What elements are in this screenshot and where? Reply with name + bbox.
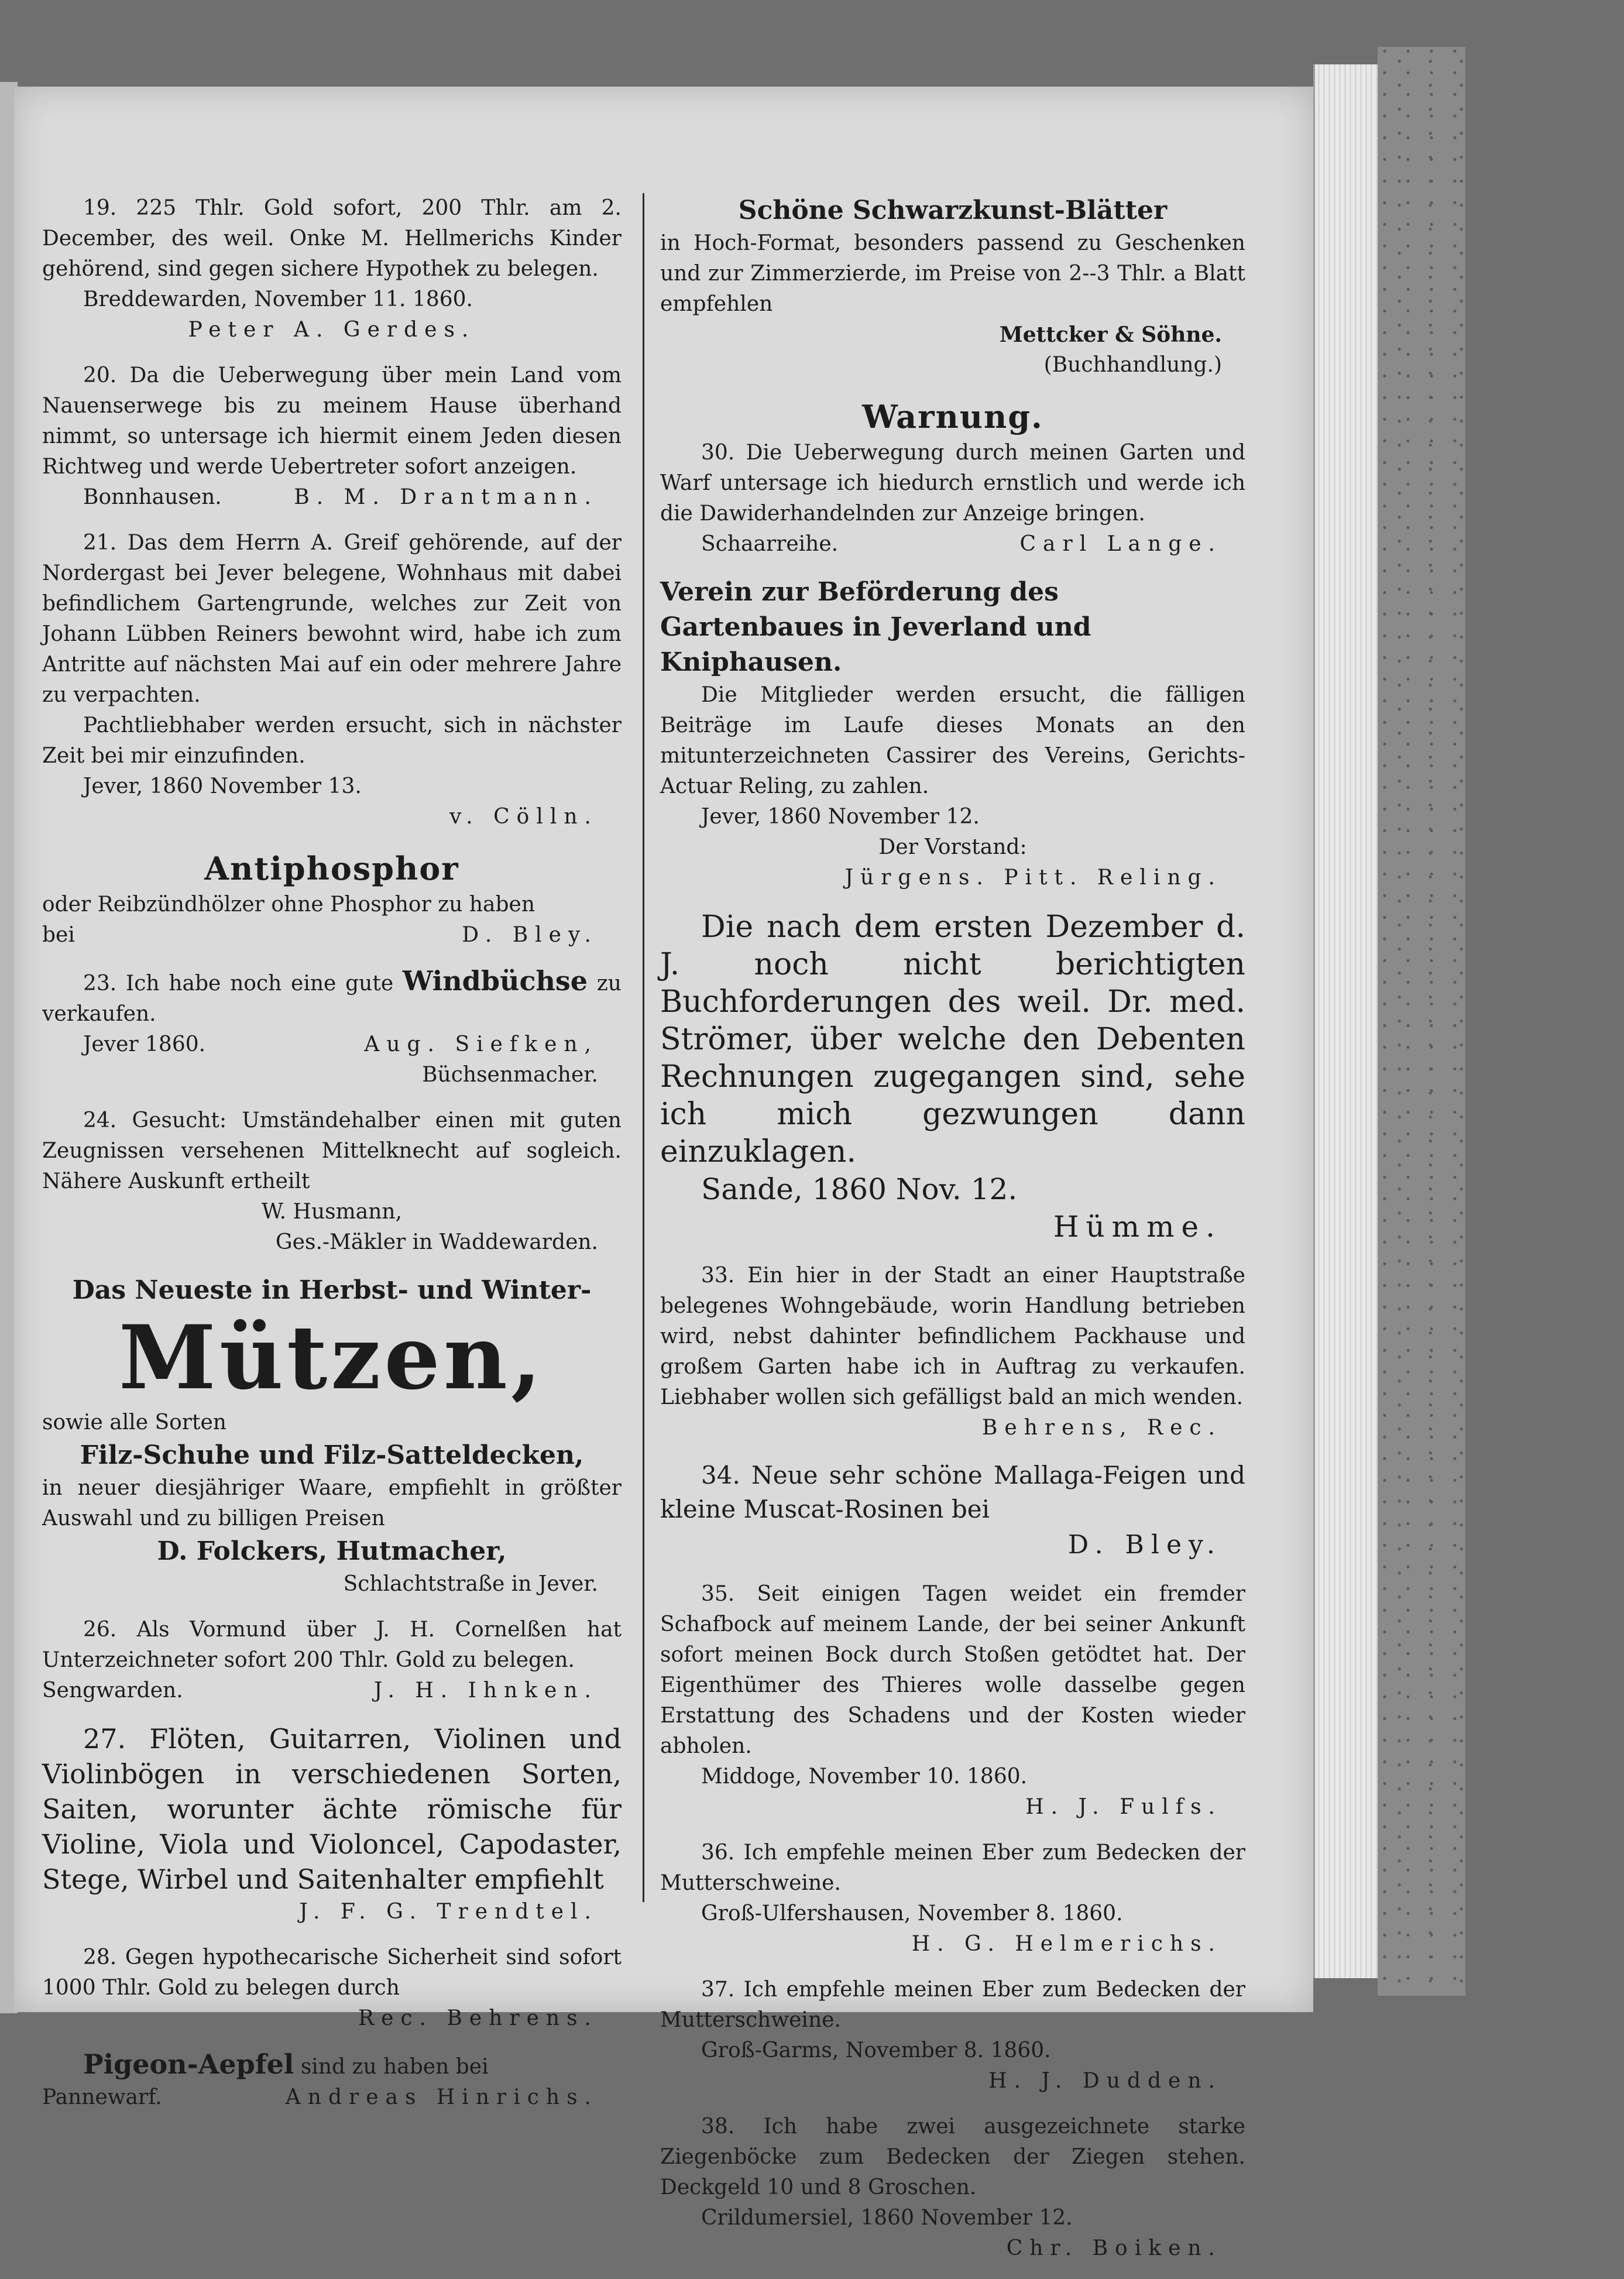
ad-signature-note: (Buchhandlung.) bbox=[1043, 353, 1222, 377]
ad-heading: Antiphosphor bbox=[204, 850, 459, 887]
notice-24 bbox=[42, 1106, 622, 1258]
notice-place: Crildumersiel, 1860 November 12. bbox=[701, 2206, 1073, 2230]
notice-stroemer bbox=[660, 908, 1245, 1245]
notice-23 bbox=[42, 966, 622, 1090]
notice-text: 38. Ich habe zwei ausgezeichnete starke Ziegenböcke zum Bedecken der Ziegen stehen. Deckgeld 10 und 8 Groschen. bbox=[660, 2115, 1245, 2199]
ad-text: oder Reibzündhölzer ohne Phosphor zu haben bbox=[42, 893, 535, 917]
notice-signature: W. Husmann, bbox=[261, 1200, 403, 1224]
ad-signature: D. Bley. bbox=[462, 923, 598, 947]
ad-heading: Schöne Schwarzkunst-Blätter bbox=[738, 195, 1168, 225]
notice-text: 35. Seit einigen Tagen weidet ein fremder Schafbock auf meinem Lande, der bei seiner Ankunft sofort meinen Bock durch Stoßen getödtet hat. Der Eigenthümer des Thieres wolle dasselbe gegen Erstattung des Schadens und der Kosten wieder abholen. bbox=[660, 1582, 1245, 1758]
notice-text: 21. Das dem Herrn A. Greif gehörende, auf der Nordergast bei Jever belegene, Wohnhaus mit dabei befindlichem Gartengrunde, welches zur Zeit von Johann Lübben Reiners bewohnt wird, habe ich zum Antritte auf nächsten Mai auf ein oder mehrere Jahre zu verpachten. bbox=[42, 531, 622, 707]
notice-place: Jever, 1860 November 12. bbox=[701, 805, 980, 829]
notice-21 bbox=[42, 528, 622, 832]
ad-signature: Andreas Hinrichs. bbox=[285, 2085, 598, 2109]
notice-text: Die Mitglieder werden ersucht, die fälligen Beiträge im Laufe dieses Monats an den mitunterzeichneten Cassirer des Vereins, Gerichts-Actuar Reling, zu zahlen. bbox=[660, 683, 1245, 798]
notice-26 bbox=[42, 1615, 622, 1706]
notice-text: 34. Neue sehr schöne Mallaga-Feigen und kleine Muscat-Rosinen bei bbox=[660, 1461, 1245, 1523]
notice-text: 19. 225 Thlr. Gold sofort, 200 Thlr. am 2. December, des weil. Onke M. Hellmerichs Kinder gehörend, sind gegen sichere Hypothek zu belegen. bbox=[42, 196, 622, 281]
ad-heading: Das Neueste in Herbst- und Winter- bbox=[72, 1275, 592, 1305]
notice-signature: J. H. Ihnken. bbox=[373, 1679, 598, 1703]
ad-heading-2: Filz-Schuhe und Filz-Satteldecken, bbox=[80, 1440, 584, 1470]
notice-signature: H. G. Helmerichs. bbox=[911, 1932, 1222, 1956]
ad-text-2: in neuer diesjähriger Waare, empfiehlt in größter Auswahl und zu billigen Preisen bbox=[42, 1476, 622, 1530]
notice-text: 33. Ein hier in der Stadt an einer Hauptstraße belegenes Wohngebäude, worin Handlung betrieben wird, nebst dahinter befindlichem Packhause und großem Garten habe ich in Auftrag zu verkaufen. Liebhaber wollen sich gefälligst bald an mich wenden. bbox=[660, 1264, 1245, 1409]
notice-place: Schaarreihe. bbox=[701, 532, 839, 556]
ad-place: Pannewarf. bbox=[42, 2085, 162, 2109]
notice-heading: Verein zur Beförderung des Gartenbaues in Jeverland und Kniphausen. bbox=[660, 577, 1091, 677]
notice-place: Breddewarden, November 11. 1860. bbox=[83, 287, 473, 311]
book-cover-edge bbox=[1378, 47, 1465, 1996]
notice-34 bbox=[660, 1458, 1245, 1564]
notice-text: 24. Gesucht: Umständehalber einen mit guten Zeugnissen versehenen Mittelknecht auf sogleich. Nähere Auskunft ertheilt bbox=[42, 1108, 622, 1193]
notice-20 bbox=[42, 361, 622, 513]
ad-text: in Hoch-Format, besonders passend zu Geschenken und zur Zimmerzierde, im Preise von 2--3 Thlr. a Blatt empfehlen bbox=[660, 231, 1245, 316]
notice-text: 37. Ich empfehle meinen Eber zum Bedecken der Mutterschweine. bbox=[660, 1978, 1245, 2032]
notice-36 bbox=[660, 1838, 1245, 1959]
column-divider bbox=[643, 193, 644, 1902]
notice-text-2: zu verkaufen. bbox=[42, 972, 622, 1026]
notice-place: Jever, 1860 November 13. bbox=[83, 774, 362, 798]
notice-warnung bbox=[660, 396, 1245, 560]
notice-text: 23. Ich habe noch eine gute bbox=[83, 972, 394, 996]
notice-signature: Der Vorstand: bbox=[878, 835, 1027, 859]
notice-38 bbox=[660, 2112, 1245, 2264]
notice-19 bbox=[42, 193, 622, 345]
notice-text: Die nach dem ersten Dezember d. J. noch nicht berichtigten Buchforderungen des weil. Dr. med. Strömer, über welche den Debenten Rechnungen zugegangen sind, sehe ich mich gezwungen dann einzuklagen. bbox=[660, 909, 1245, 1169]
notice-33 bbox=[660, 1261, 1245, 1443]
notice-place: Middoge, November 10. 1860. bbox=[701, 1765, 1028, 1789]
notice-place: Sande, 1860 Nov. 12. bbox=[701, 1172, 1018, 1206]
ad-signature: D. Folckers, Hutmacher, bbox=[157, 1536, 507, 1566]
notice-signature: Behrens, Rec. bbox=[981, 1416, 1222, 1440]
notice-text: 30. Die Ueberwegung durch meinen Garten und Warf untersage ich hiedurch ernstlich und werde ich die Dawiderhandelnden zur Anzeige bringen. bbox=[660, 441, 1245, 526]
notice-35 bbox=[660, 1579, 1245, 1822]
notice-signature: B. M. Drantmann. bbox=[294, 485, 598, 509]
notice-heading: Warnung. bbox=[862, 398, 1043, 435]
notice-signature: H. J. Dudden. bbox=[988, 2069, 1222, 2093]
notice-text: 26. Als Vormund über J. H. Cornelßen hat Unterzeichneter sofort 200 Thlr. Gold zu belegen. bbox=[42, 1618, 622, 1672]
notice-signature-names: Jürgens. Pitt. Reling. bbox=[844, 866, 1222, 890]
notice-highlight: Windbüchse bbox=[402, 965, 588, 997]
notice-place: Groß-Ulfershausen, November 8. 1860. bbox=[701, 1902, 1123, 1926]
ad-heading: Pigeon-Aepfel bbox=[83, 2048, 294, 2080]
notice-verein bbox=[660, 575, 1245, 893]
notice-place: Sengwarden. bbox=[42, 1679, 183, 1703]
ad-antiphosphor bbox=[42, 847, 622, 950]
notice-signature-title: Ges.-Mäkler in Waddewarden. bbox=[275, 1230, 598, 1254]
notice-28 bbox=[42, 1942, 622, 2034]
notice-signature: Rec. Behrens. bbox=[358, 2006, 598, 2030]
ad-heading-huge: Mützen, bbox=[118, 1306, 545, 1409]
notice-signature-title: Büchsenmacher. bbox=[422, 1063, 598, 1087]
notice-text-2: Pachtliebhaber werden ersucht, sich in nächster Zeit bei mir einzufinden. bbox=[42, 713, 622, 768]
ad-text: sind zu haben bei bbox=[300, 2055, 489, 2079]
notice-signature: v. Cölln. bbox=[449, 805, 598, 829]
notice-place: Jever 1860. bbox=[83, 1032, 206, 1056]
notice-signature: Carl Lange. bbox=[1019, 532, 1222, 556]
notice-place: Groß-Garms, November 8. 1860. bbox=[701, 2038, 1051, 2062]
ad-signature: Mettcker & Söhne. bbox=[999, 322, 1222, 347]
notice-signature: Chr. Boiken. bbox=[1006, 2236, 1222, 2260]
left-column bbox=[42, 193, 622, 2128]
ad-text-2: bei bbox=[42, 923, 75, 947]
ad-schwarzkunst bbox=[660, 193, 1245, 380]
notice-37 bbox=[660, 1975, 1245, 2096]
page-edges bbox=[1313, 64, 1379, 1978]
notice-signature: D. Bley. bbox=[1067, 1530, 1222, 1560]
notice-place: Bonnhausen. bbox=[83, 485, 222, 509]
notice-27 bbox=[42, 1721, 622, 1927]
ad-text: sowie alle Sorten bbox=[42, 1410, 226, 1434]
notice-signature: H. J. Fulfs. bbox=[1025, 1795, 1222, 1819]
ad-folckers bbox=[42, 1273, 622, 1600]
notice-text: 36. Ich empfehle meinen Eber zum Bedecken der Mutterschweine. bbox=[660, 1841, 1245, 1895]
ad-signature-address: Schlachtstraße in Jever. bbox=[343, 1572, 598, 1596]
right-column bbox=[660, 193, 1245, 2279]
notice-signature: Aug. Siefken, bbox=[364, 1032, 598, 1056]
notice-text: 27. Flöten, Guitarren, Violinen und Violinbögen in verschiedenen Sorten, Saiten, worunter ächte römische für Violine, Viola und Violoncel, Capodaster, Stege, Wirbel und Saitenhalter empfiehlt bbox=[42, 1723, 622, 1895]
notice-signature: J. F. G. Trendtel. bbox=[299, 1900, 598, 1924]
notice-text: 20. Da die Ueberwegung über mein Land vom Nauenserwege bis zu meinem Hause überhand nimmt, so untersage ich hiermit einem Jeden diesen Richtweg und werde Uebertreter sofort anzeigen. bbox=[42, 363, 622, 479]
notice-signature: Peter A. Gerdes. bbox=[188, 318, 476, 342]
ad-pigeon bbox=[42, 2049, 622, 2113]
notice-text: 28. Gegen hypothecarische Sicherheit sind sofort 1000 Thlr. Gold zu belegen durch bbox=[42, 1945, 622, 2000]
notice-signature: Hümme. bbox=[1053, 1210, 1222, 1244]
